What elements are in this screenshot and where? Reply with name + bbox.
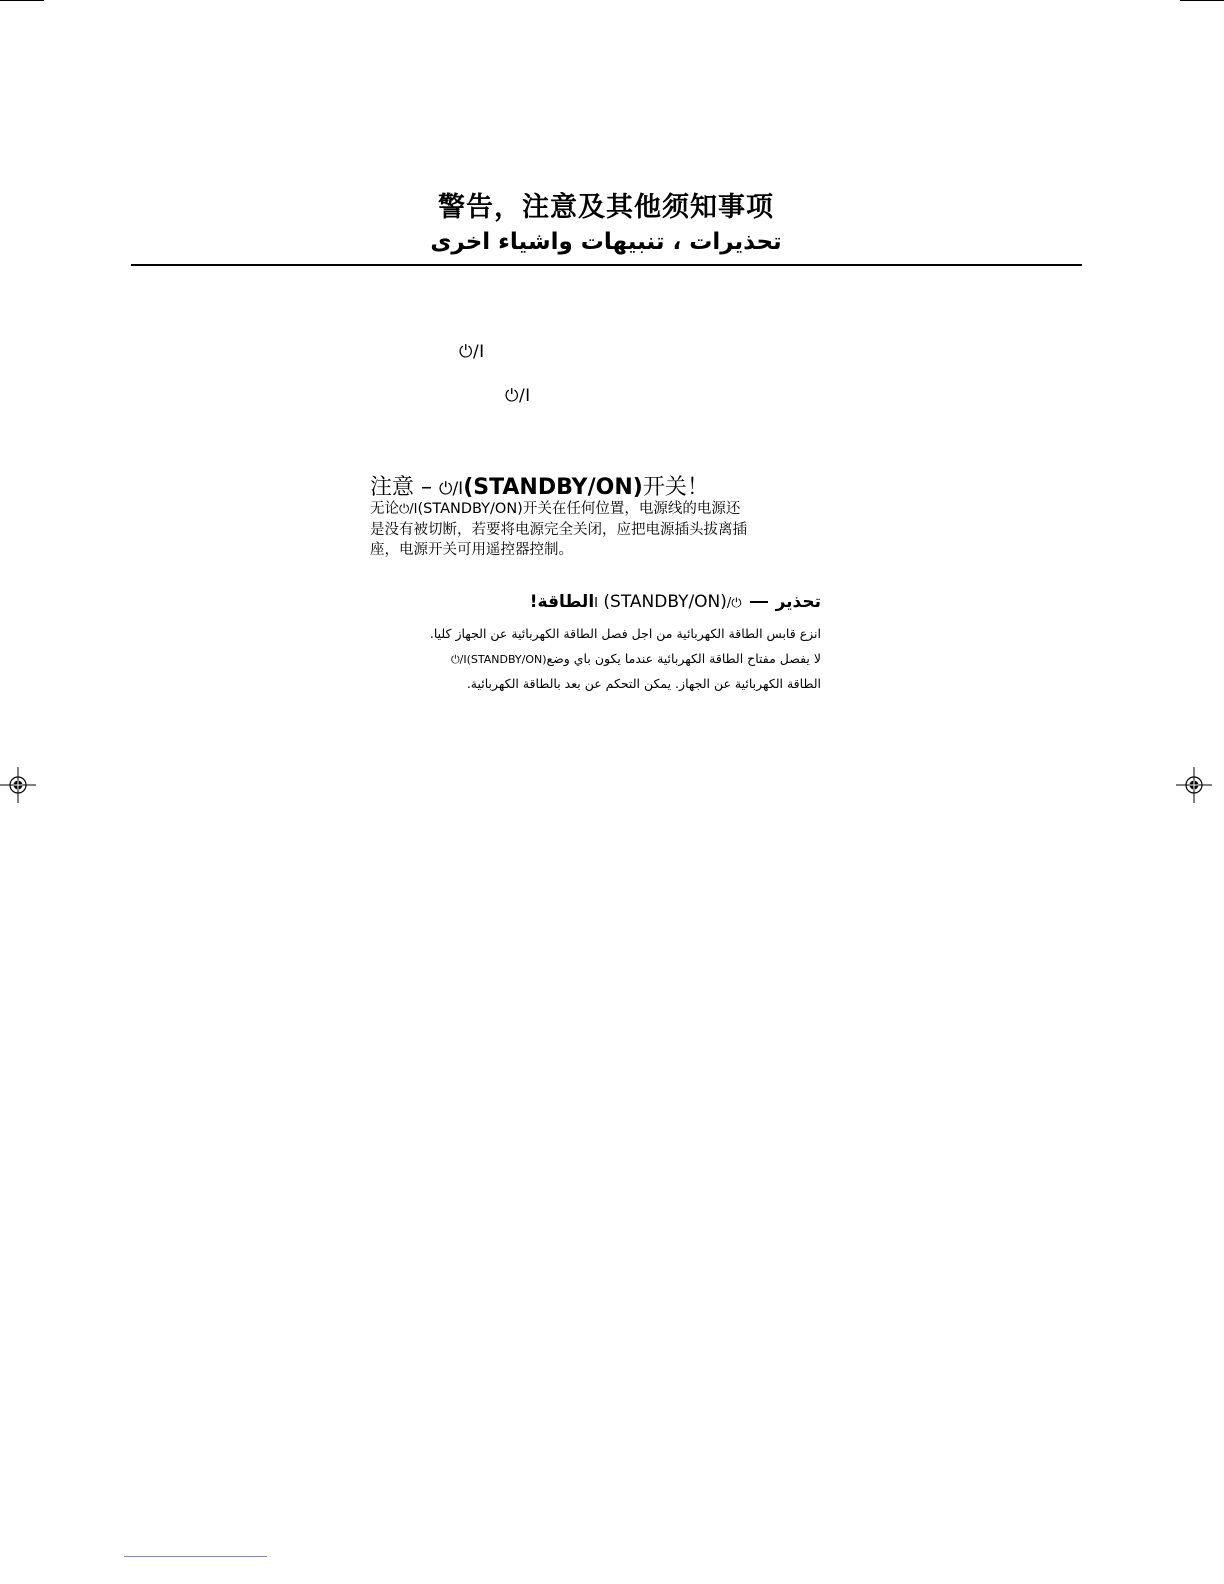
caution-body-arabic [381, 622, 821, 697]
page-title-arabic: تحذيرات ، تنبيهات واشياء اخرى [430, 229, 782, 255]
power-standby-icon: ⏻/I [459, 342, 485, 362]
caution-heading-tail: الطاقة! [529, 592, 595, 612]
caution-line: 座，电源开关可用遥控器控制。 [370, 542, 573, 558]
power-standby-icon: ⏻/I [594, 596, 742, 611]
power-standby-icon: ⏻/I [439, 479, 464, 499]
registration-mark-icon [0, 767, 36, 803]
page-title-chinese: 警告，注意及其他须知事项 [438, 192, 774, 223]
caution-heading-chinese [370, 470, 709, 501]
caution-line-prefix: 无论 [370, 501, 399, 517]
caution-line-rest: 开关在任何位置，电源线的电源还 [522, 501, 741, 517]
caution-line [370, 499, 820, 520]
caution-heading-prefix: 注意 – [370, 475, 432, 500]
standby-on-label: (STANDBY/ON) [417, 501, 523, 517]
caution-line: 是没有被切断，若要将电源完全关闭，应把电源插头拔离插 [370, 522, 747, 538]
caution-heading-word: تحذير [775, 592, 821, 612]
registration-mark-icon [1176, 767, 1212, 803]
caution-line: الطاقة الكهربائية عن الجهاز. يمكن التحكم عن بعد بالطاقة الكهربائية. [466, 676, 821, 691]
power-standby-icon: ⏻/I [505, 386, 531, 406]
footer-link-underline [124, 1556, 267, 1557]
caution-heading-arabic [530, 592, 821, 612]
power-standby-icon: ⏻/I [399, 502, 418, 517]
title-divider [131, 264, 1082, 266]
standby-on-label: (STANDBY/ON) [603, 592, 727, 612]
crop-mark-top-right [1180, 0, 1224, 1]
crop-mark-top-left [0, 0, 44, 1]
caution-line: انزع قابس الطاقة الكهربائية من اجل فصل الطاقة الكهربائية عن الجهاز كليا. [429, 626, 821, 641]
caution-heading-suffix: 开关！ [642, 475, 709, 500]
standby-on-label: (STANDBY/ON) [463, 475, 643, 500]
heading-dash [750, 601, 768, 603]
standby-on-label: ⏻/I(STANDBY/ON) [450, 652, 547, 666]
caution-line [381, 647, 821, 673]
caution-body-chinese [370, 499, 820, 560]
caution-line-text: لا يفصل مفتاح الطاقة الكهربائية عندما يكون باي وضع [546, 650, 821, 666]
